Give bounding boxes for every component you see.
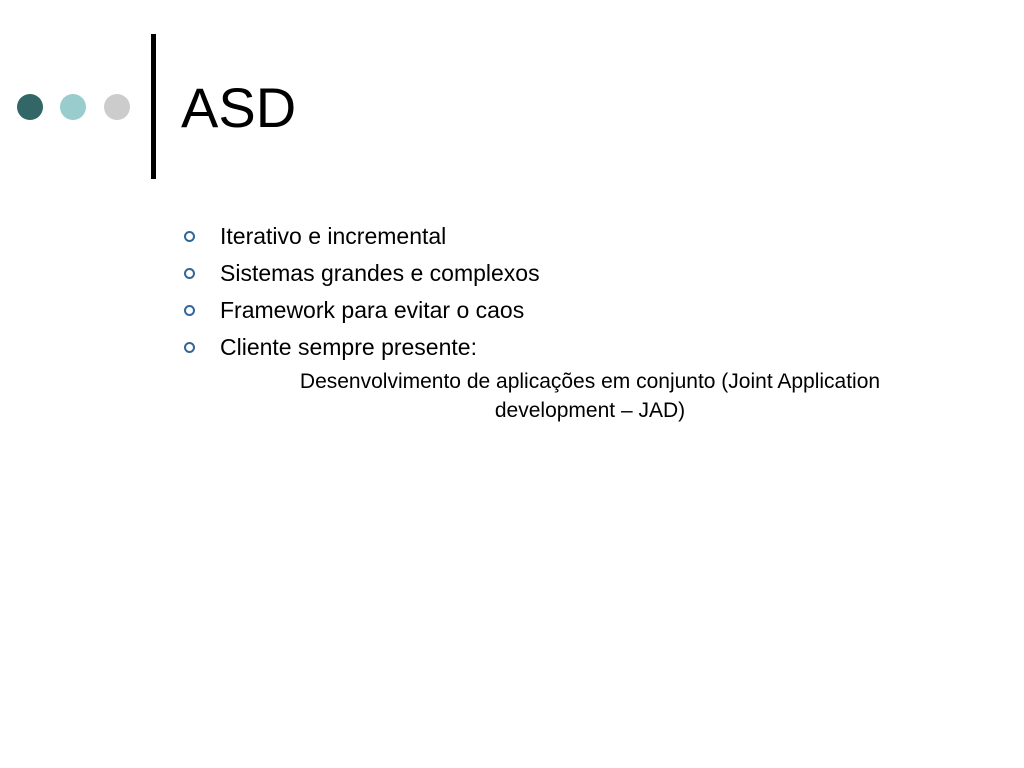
bullet-item bbox=[183, 219, 983, 256]
bullet-circle-icon bbox=[184, 342, 195, 353]
bullet-label: Cliente sempre presente: bbox=[220, 334, 477, 360]
bullet-item bbox=[183, 330, 983, 367]
bullet-item bbox=[183, 256, 983, 293]
sub-bullet-text: Desenvolvimento de aplicações em conjunto (Joint Application development – JAD) bbox=[299, 370, 881, 422]
bullet-list bbox=[183, 219, 983, 367]
title-divider-bar bbox=[151, 34, 156, 179]
decorative-dot-dark bbox=[17, 94, 43, 120]
bullet-label: Sistemas grandes e complexos bbox=[220, 260, 540, 286]
decorative-dot-teal bbox=[60, 94, 86, 120]
slide-title: ASD bbox=[181, 76, 297, 139]
bullet-circle-icon bbox=[184, 268, 195, 279]
bullet-item bbox=[183, 293, 983, 330]
bullet-circle-icon bbox=[184, 305, 195, 316]
decorative-dot-gray bbox=[104, 94, 130, 120]
bullet-label: Framework para evitar o caos bbox=[220, 297, 525, 323]
bullet-label: Iterativo e incremental bbox=[220, 223, 447, 249]
bullet-circle-icon bbox=[184, 231, 195, 242]
